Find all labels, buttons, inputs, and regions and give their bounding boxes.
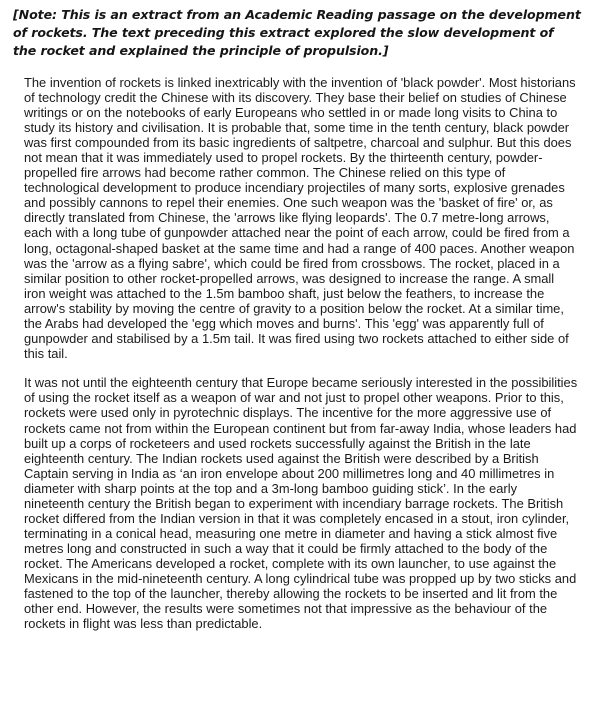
passage-paragraph-1: The invention of rockets is linked inextricably with the invention of 'black powder'. Most historians of technology credit the Chinese with its discovery. They base their belief on studies of Chinese writings or on the notebooks of early Europeans who settled in or made long visits to China to study its history and civilisation. It is probable that, some time in the tenth century, black powder was first compounded from its basic ingredients of saltpetre, charcoal and sulphur. But this does not mean that it was immediately used to propel rockets. By the thirteenth century, powder-propelled fire arrows had become rather common. The Chinese relied on this type of technological development to produce incendiary projectiles of many sorts, explosive grenades and possibly cannons to repel their enemies. One such weapon was the 'basket of fire' or, as directly translated from Chinese, the 'arrows like flying leopards'. The 0.7 metre-long arrows, each with a long tube of gunpowder attached near the point of each arrow, could be fired from a long, octagonal-shaped basket at the same time and had a range of 400 paces. Another weapon was the 'arrow as a flying sabre', which could be fired from crossbows. The rocket, placed in a similar position to other rocket-propelled arrows, was designed to increase the range. A small iron weight was attached to the 1.5m bamboo shaft, just below the feathers, to increase the arrow's stability by moving the centre of gravity to a position below the rocket. At a similar time, the Arabs had developed the 'egg which moves and burns'. This 'egg' was apparently full of gunpowder and stabilised by a 1.5m tail. It was fired using two rockets attached to either side of this tail. bbox=[24, 75, 576, 361]
passage-paragraph-2: It was not until the eighteenth century that Europe became seriously interested in the possibilities of using the rocket itself as a weapon of war and not just to propel other weapons. Prior to this, rockets were used only in pyrotechnic displays. The incentive for the more aggressive use of rockets came not from within the European continent but from far-away India, whose leaders had built up a corps of rocketeers and used rockets successfully against the British in the late eighteenth century. The Indian rockets used against the British were described by a British Captain serving in India as ‘an iron envelope about 200 millimetres long and 40 millimetres in diameter with sharp points at the top and a 3m-long bamboo guiding stick’. In the early nineteenth century the British began to experiment with incendiary barrage rockets. The British rocket differed from the Indian version in that it was completely encased in a stout, iron cylinder, terminating in a conical head, measuring one metre in diameter and having a stick almost five metres long and constructed in such a way that it could be firmly attached to the body of the rocket. The Americans developed a rocket, complete with its own launcher, to use against the Mexicans in the mid-nineteenth century. A long cylindrical tube was propped up by two sticks and fastened to the top of the launcher, thereby allowing the rockets to be inserted and lit from the other end. However, the results were sometimes not that impressive as the behaviour of the rockets in flight was less than predictable. bbox=[24, 375, 578, 632]
passage-body bbox=[24, 75, 578, 631]
extract-note: [Note: This is an extract from an Academic Reading passage on the development of rockets. The text preceding this extract explored the slow development of the rocket and explained the principle of propulsion.] bbox=[13, 7, 581, 59]
